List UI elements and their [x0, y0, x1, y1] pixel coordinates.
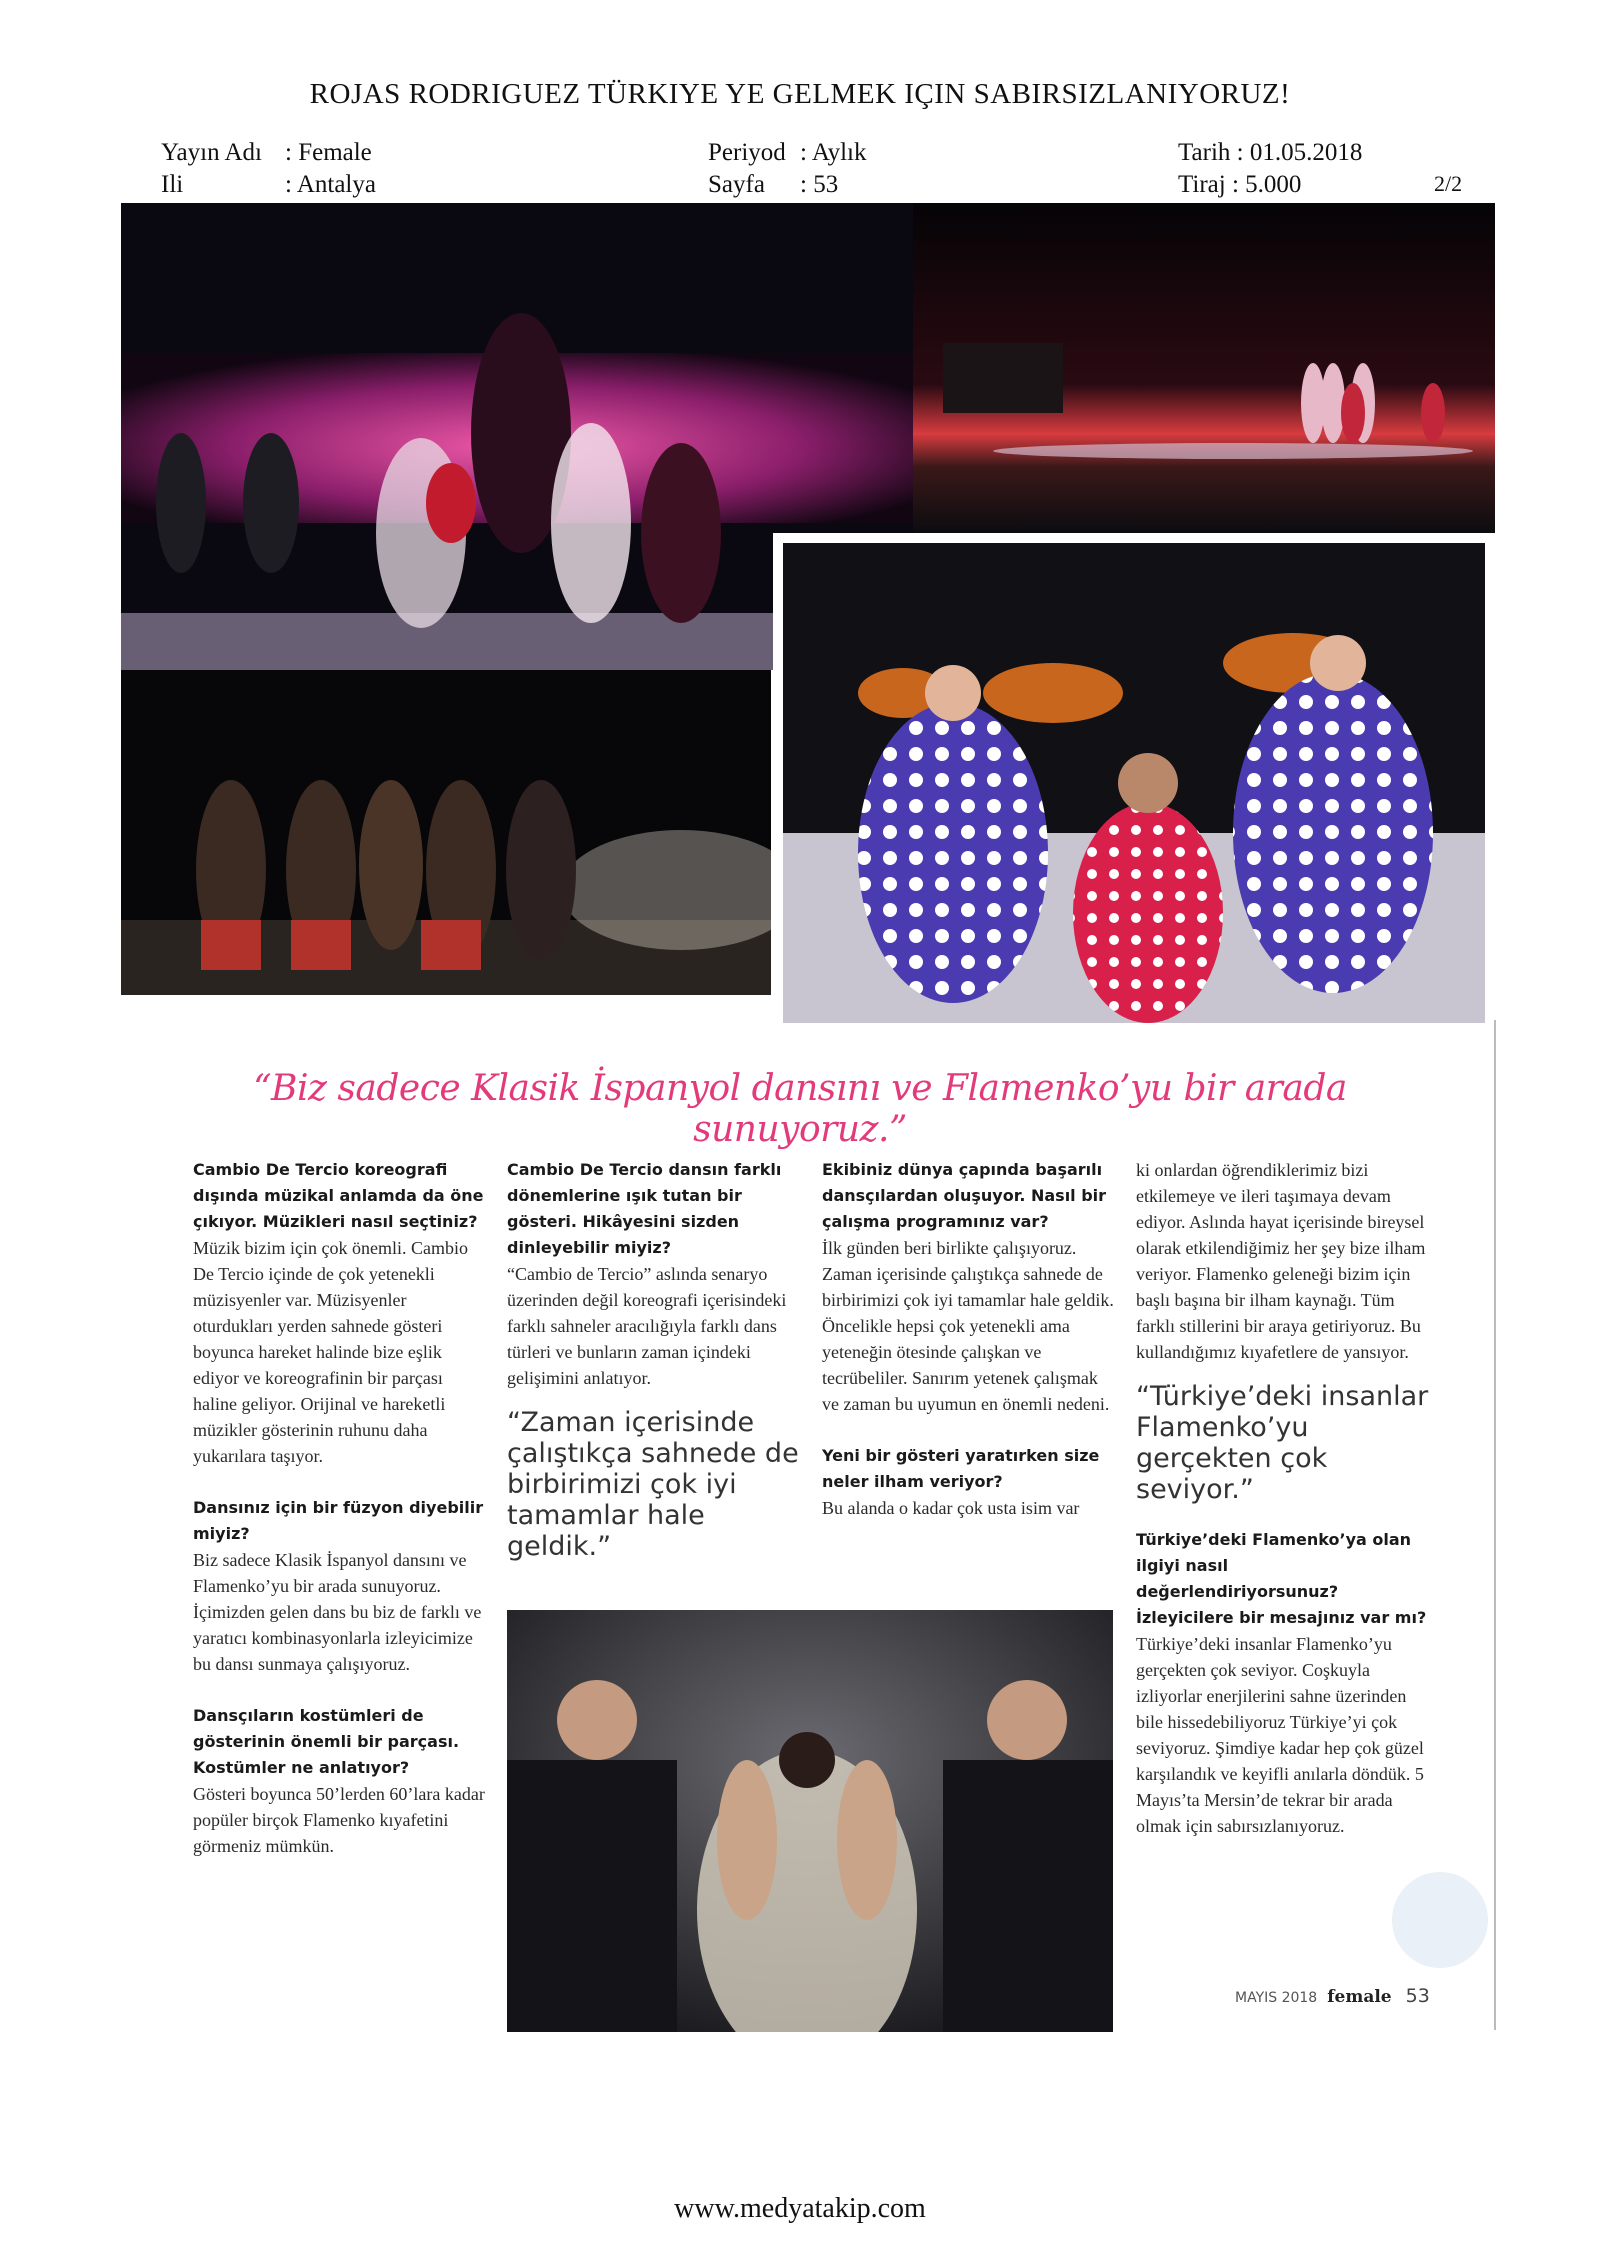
answer-program: İlk günden beri birlikte çalışıyoruz. Zaman içerisinde çalıştıkça sahnede de birbirimizi çok iyi tamamlar hale geldik. Öncelikle hepsi çok yetenekli ama yeteneğin ötesinde çalışkan ve tecrübeliler. Sanırım yetenek çalışmak ve zaman bu uyumun en önemli nedeni.: [822, 1238, 1114, 1414]
pull-quote: “Biz sadece Klasik İspanyol dansını ve Flamenko’yu bir arada sunuyoruz.”: [253, 1068, 1347, 1150]
meta-il: [161, 171, 376, 199]
article-column-1: [193, 1157, 489, 1859]
footer-brand-logo: female: [1327, 1987, 1392, 2007]
meta-sayfa-label: Sayfa: [708, 171, 765, 198]
meta-periyod-label: Periyod: [708, 139, 786, 166]
photo-polka-dancers: [773, 533, 1495, 1033]
question-inspiration: Yeni bir gösteri yaratırken size neler ilham veriyor?: [822, 1446, 1100, 1491]
meta-periyod: [708, 139, 866, 167]
meta-sayfa: [708, 171, 838, 199]
meta-il-value: : Antalya: [285, 171, 376, 198]
meta-yayin: [161, 139, 372, 167]
answer-music: Müzik bizim için çok önemli. Cambio De Tercio içinde de çok yetenekli müzisyenler var. Müzisyenler oturdukları yerden sahnede gösteri boyunca hareket halinde bize eşlik ediyor ve koreografinin bir parçası haline geliyor. Orijinal ve hareketli müzikler gösterinin ruhunu daha yukarılara taşıyor.: [193, 1238, 468, 1466]
answer-fusion: Biz sadece Klasik İspanyol dansını ve Flamenko’yu bir arada sunuyoruz. İçimizden gelen dans bu biz de farklı ve yaratıcı kombinasyonlarla izleyicimize bu dansı sunmaya çalışıyoruz.: [193, 1550, 482, 1674]
article-column-3: [822, 1157, 1118, 1521]
photo-musicians: [121, 670, 771, 995]
answer-inspiration: Bu alanda o kadar çok usta isim var: [822, 1498, 1080, 1518]
question-program: Ekibiniz dünya çapında başarılı dansçılardan oluşuyor. Nasıl bir çalışma programınız var?: [822, 1160, 1107, 1231]
question-turkey: Türkiye’deki Flamenko’ya olan ilgiyi nasıl değerlendiriyorsunuz? İzleyicilere bir mesajınız var mı?: [1136, 1530, 1427, 1627]
column-rule: [1494, 1020, 1496, 2030]
answer-costumes: Gösteri boyunca 50’lerden 60’lara kadar popüler birçok Flamenko kıyafetini görmeniz mümkün.: [193, 1784, 485, 1856]
photo-wide-stage: [913, 203, 1495, 533]
meta-yayin-value: : Female: [285, 139, 372, 166]
meta-periyod-value: : Aylık: [800, 139, 867, 166]
magazine-footer: [1235, 1985, 1430, 2007]
article-column-4: [1136, 1157, 1432, 1839]
meta-yayin-label: Yayın Adı: [161, 139, 262, 166]
website-url[interactable]: www.medyatakip.com: [674, 2193, 926, 2224]
page-count: 2/2: [1434, 171, 1463, 196]
meta-tiraj: Tiraj : 5.000: [1178, 171, 1302, 198]
photo-group-portrait: [507, 1610, 1113, 2032]
meta-sayfa-value: : 53: [800, 171, 839, 198]
question-fusion: Dansınız için bir füzyon diyebilir miyiz?: [193, 1498, 484, 1543]
question-costumes: Dansçıların kostümleri de gösterinin önemli bir parçası. Kostümler ne anlatıyor?: [193, 1706, 460, 1777]
question-music: Cambio De Tercio koreografi dışında müzikal anlamda da öne çıkıyor. Müzikleri nasıl seçtiniz?: [193, 1160, 484, 1231]
article-column-2: [507, 1157, 805, 1584]
footer-issue: MAYIS 2018: [1235, 1990, 1318, 2006]
inline-quote-teamwork: “Zaman içerisinde çalıştıkça sahnede de birbirimizi çok iyi tamamlar hale geldik.”: [507, 1407, 799, 1562]
decorative-circle: [1390, 1870, 1490, 1970]
footer-page-number: 53: [1405, 1985, 1430, 2007]
question-story: Cambio De Tercio dansın farklı dönemlerine ışık tutan bir gösteri. Hikâyesini sizden dinleyebilir miyiz?: [507, 1160, 782, 1257]
answer-turkey: Türkiye’deki insanlar Flamenko’yu gerçekten çok seviyor. Coşkuyla izliyorlar enerjilerini sahne üzerinden bile hissedebiliyoruz Türkiye’yi çok seviyoruz. Şimdiye kadar hep çok güzel karşılandık ve keyifli anılarla döndük. 5 Mayıs’ta Mersin’de tekrar bir arada olmak için sabırsızlanıyoruz.: [1136, 1634, 1424, 1836]
inline-quote-turkey: “Türkiye’deki insanlar Flamenko’yu gerçekten çok seviyor.”: [1136, 1381, 1429, 1505]
meta-il-label: Ili: [161, 171, 184, 198]
answer-inspiration-continued: ki onlardan öğrendiklerimiz bizi etkilemeye ve ileri taşımaya devam ediyor. Aslında hayat içerisinde bireysel olarak etkilendiğimiz her şey bize ilham veriyor. Flamenko geleneği bizim için başlı başına bir ilham kaynağı. Tüm farklı stillerini bir araya getiriyoruz. Bu kullandığımız kıyafetlere de yansıyor.: [1136, 1160, 1426, 1362]
answer-story: “Cambio de Tercio” aslında senaryo üzerinden değil koreografi içerisindeki farklı sahneler aracılığıyla farklı dans türleri ve bunların zaman içindeki gelişimini anlatıyor.: [507, 1264, 787, 1388]
clipping-title: ROJAS RODRIGUEZ TÜRKIYE YE GELMEK IÇIN SABIRSIZLANIYORUZ!: [309, 78, 1291, 110]
meta-tarih: Tarih : 01.05.2018: [1178, 139, 1363, 166]
